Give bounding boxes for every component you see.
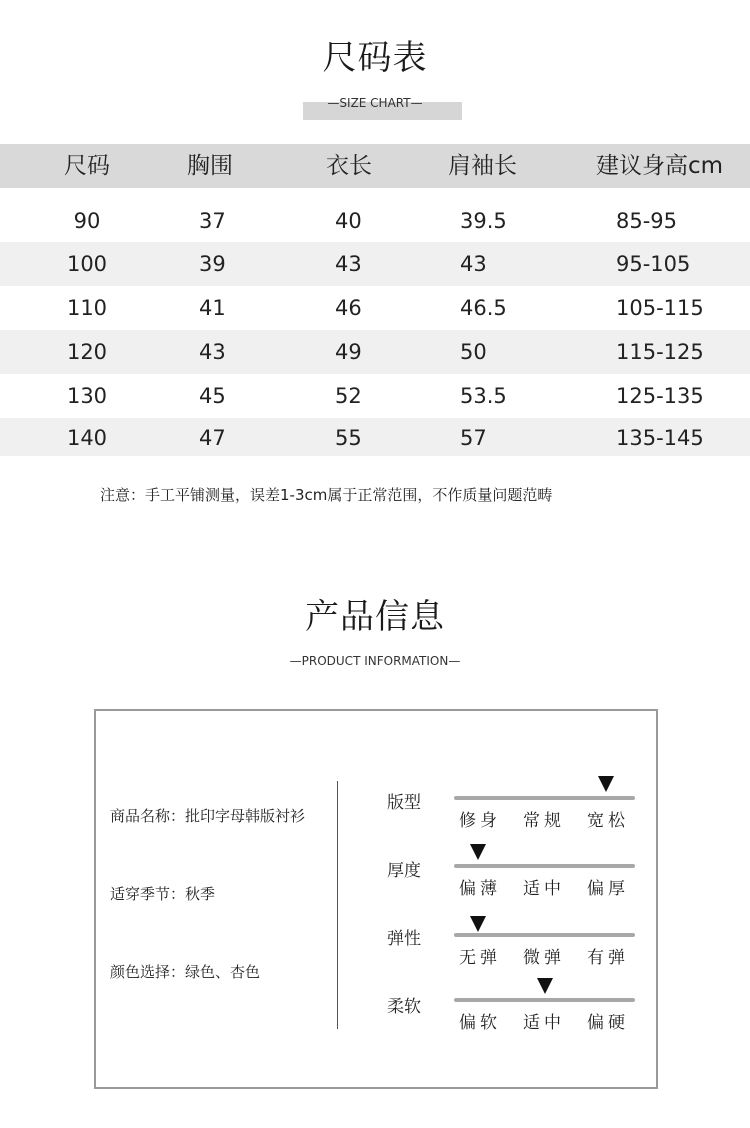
table-cell: 130 [66, 384, 108, 408]
header-cell: 肩袖长 [448, 153, 517, 179]
scale-marker-icon [470, 844, 486, 860]
attr-label-thickness: 厚度 [387, 861, 421, 881]
attr-label-elasticity: 弹性 [387, 929, 421, 949]
measurement-note: 注意：手工平铺测量，误差1-3cm属于正常范围，不作质量问题范畴 [100, 486, 553, 504]
table-cell: 105-115 [616, 296, 704, 320]
product-season: 适穿季节：秋季 [110, 885, 216, 903]
scale-option: 偏硬 [587, 1013, 629, 1033]
size-table [0, 144, 750, 456]
table-cell: 85-95 [616, 209, 678, 233]
product-info-heading [0, 595, 750, 639]
table-cell: 40 [335, 209, 362, 233]
table-cell: 43 [460, 252, 487, 276]
scale-bar [454, 796, 635, 800]
product-name: 商品名称：批印字母韩版衬衫 [110, 807, 306, 825]
table-cell: 57 [460, 426, 487, 450]
product-info-subtitle: —PRODUCT INFORMATION— [289, 654, 461, 668]
scale-bar [454, 933, 635, 937]
table-cell: 46.5 [460, 296, 507, 320]
table-cell: 45 [199, 384, 226, 408]
table-cell: 110 [66, 296, 108, 320]
table-row [0, 286, 750, 330]
scale-marker-icon [537, 978, 553, 994]
scale-option: 偏薄 [459, 879, 501, 899]
table-cell: 39 [199, 252, 226, 276]
scale-option: 微弹 [523, 948, 565, 968]
scale-bar [454, 864, 635, 868]
table-row [0, 242, 750, 286]
size-table-header [0, 144, 750, 188]
table-cell: 55 [335, 426, 362, 450]
scale-option: 适中 [523, 879, 565, 899]
table-row [0, 199, 750, 243]
scale-option: 宽松 [587, 811, 629, 831]
table-cell: 47 [199, 426, 226, 450]
scale-marker-icon [470, 916, 486, 932]
scale-option: 偏软 [459, 1013, 501, 1033]
size-chart-subtitle: —SIZE CHART— [327, 96, 423, 110]
info-divider [337, 781, 338, 1029]
table-cell: 37 [199, 209, 226, 233]
scale-option: 无弹 [459, 948, 501, 968]
header-cell: 胸围 [187, 153, 233, 179]
table-row [0, 374, 750, 418]
table-cell: 125-135 [616, 384, 704, 408]
table-cell: 49 [335, 340, 362, 364]
scale-bar [454, 998, 635, 1002]
scale-option: 常规 [523, 811, 565, 831]
table-cell: 43 [335, 252, 362, 276]
table-cell: 120 [66, 340, 108, 364]
scale-option: 有弹 [587, 948, 629, 968]
table-cell: 53.5 [460, 384, 507, 408]
scale-option: 适中 [523, 1013, 565, 1033]
table-cell: 140 [66, 426, 108, 450]
table-row [0, 418, 750, 456]
table-cell: 90 [73, 209, 101, 233]
header-cell: 尺码 [64, 153, 110, 179]
attr-label-softness: 柔软 [387, 997, 421, 1017]
table-cell: 39.5 [460, 209, 507, 233]
scale-option: 修身 [459, 811, 501, 831]
scale-marker-icon [598, 776, 614, 792]
scale-option: 偏厚 [587, 879, 629, 899]
table-cell: 46 [335, 296, 362, 320]
table-row [0, 330, 750, 374]
table-cell: 41 [199, 296, 226, 320]
size-chart-heading [0, 36, 750, 80]
table-cell: 95-105 [616, 252, 691, 276]
header-cell: 建议身高cm [596, 153, 724, 179]
header-cell: 衣长 [326, 153, 372, 179]
table-cell: 43 [199, 340, 226, 364]
table-cell: 115-125 [616, 340, 704, 364]
product-info-title: 产品信息 [305, 597, 445, 637]
attr-label-fit: 版型 [387, 793, 421, 813]
product-colors: 颜色选择：绿色、杏色 [110, 963, 261, 981]
table-cell: 52 [335, 384, 362, 408]
table-cell: 100 [66, 252, 108, 276]
table-cell: 135-145 [616, 426, 704, 450]
table-cell: 50 [460, 340, 487, 364]
size-chart-title: 尺码表 [322, 38, 428, 78]
